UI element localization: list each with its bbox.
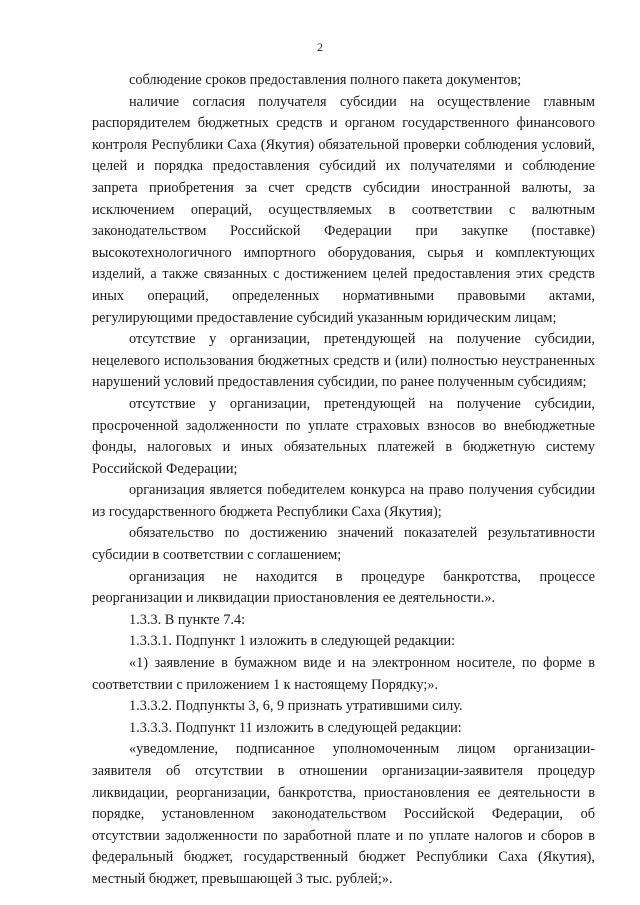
paragraph-deadlines: соблюдение сроков предоставления полного пакета документов; <box>129 72 522 88</box>
paragraph-no-arrears: отсутствие у организации, претендующей на получение субсидии, просроченной задолженности по уплате страховых взносов во внебюджетные фонды, налоговых и иных обязательных платежей в бюджетную систему Российской Федерации; <box>92 395 595 477</box>
clause-1-3-3-3: 1.3.3.3. Подпункт 11 изложить в следующей редакции: <box>129 719 462 736</box>
clause-application-form: «1) заявление в бумажном виде и на электронном носителе, по форме в соответствии с приложением 1 к настоящему Порядку;». <box>92 655 595 693</box>
paragraph-no-misuse: отсутствие у организации, претендующей на получение субсидии, нецелевого использования бюджетных средств и (или) полностью неустраненных нарушений условий предоставления субсидии, по ранее полученным субсидиям; <box>92 331 595 391</box>
paragraph-no-bankruptcy: организация не находится в процедуре банкротства, процессе реорганизации и ликвидации приостановления ее деятельности.». <box>92 568 595 607</box>
clause-notification: «уведомление, подписанное уполномоченным лицом организации-заявителя об отсутствии в отношении организации-заявителя процедур ликвидации, реорганизации, банкротства, приостановления ее деятельности в порядке, установленном законодательством Российской Федерации, об отсутствии задолженности по заработной плате и по уплате налогов и сборов в федеральный бюджет, государственный бюджет Республики Саха (Якутия), местный бюджет, превышающей 3 тыс. рублей;». <box>92 741 595 887</box>
paragraph-consent-to-audit: наличие согласия получателя субсидии на осуществление главным распорядителем бюджетных средств и органом государственного финансового контроля Республики Саха (Якутия) обязательной проверки соблюдения условий, целей и порядка предоставления субсидий их получателями и соблюдение запрета приобретения за счет средств субсидии иностранной валюты, за исключением операций, осуществляемых в соответствии с валютным законодательством Российской Федерации при закупке (поставке) высокотехнологичного импортного оборудования, сырья и комплектующих изделий, а также связанных с достижением целей предоставления этих средств иных операций, определенных нормативными правовыми актами, регулирующими предоставление субсидий указанным юридическим лицам; <box>92 93 595 326</box>
clause-1-3-3-1: 1.3.3.1. Подпункт 1 изложить в следующей редакции: <box>129 633 456 650</box>
document-body <box>92 70 595 891</box>
paragraph-contest-winner: организация является победителем конкурса на право получения субсидии из государственного бюджета Республики Саха (Якутия); <box>92 482 595 520</box>
clause-1-3-3: 1.3.3. В пункте 7.4: <box>129 611 246 628</box>
page-number: 2 <box>317 40 323 54</box>
clause-1-3-3-2: 1.3.3.2. Подпункты 3, 6, 9 признать утратившими силу. <box>129 698 463 715</box>
paragraph-performance-obligation: обязательство по достижению значений показателей результативности субсидии в соответствии с соглашением; <box>92 525 595 564</box>
